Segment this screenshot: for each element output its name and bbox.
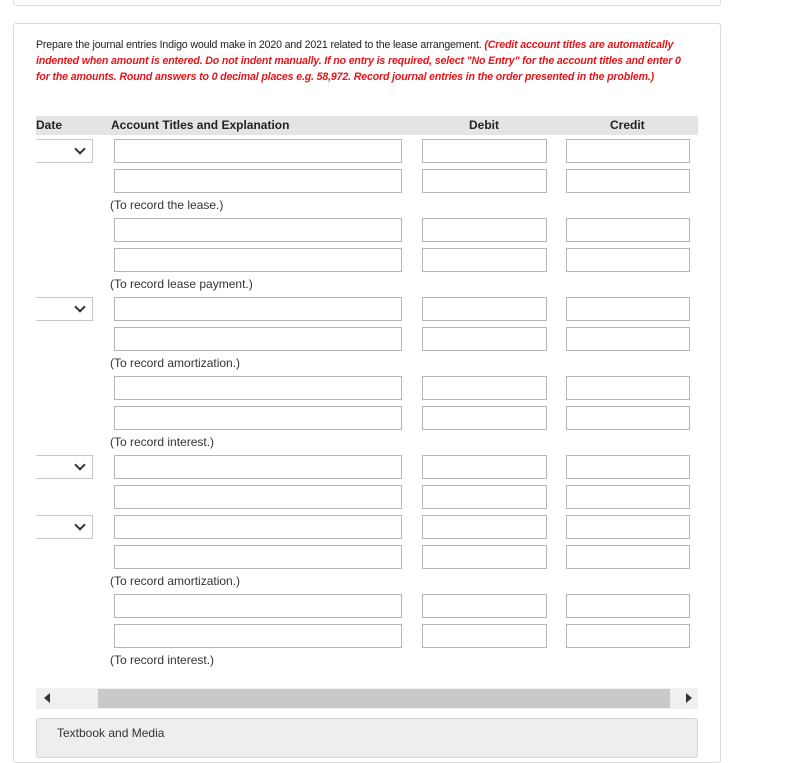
header-debit: Debit (469, 118, 499, 132)
credit-input[interactable] (566, 515, 690, 539)
textbook-media-label: Textbook and Media (57, 726, 165, 740)
credit-input[interactable] (566, 297, 690, 321)
chevron-down-icon (74, 459, 85, 470)
chevron-down-icon (74, 301, 85, 312)
arrow-right-icon[interactable] (686, 693, 692, 703)
credit-input[interactable] (566, 327, 690, 351)
credit-input[interactable] (566, 218, 690, 242)
credit-input[interactable] (566, 376, 690, 400)
arrow-left-icon[interactable] (44, 693, 50, 703)
account-input[interactable] (114, 169, 402, 193)
header-date: Date (36, 118, 63, 132)
account-input[interactable] (114, 139, 402, 163)
scrollbar-thumb[interactable] (98, 689, 670, 708)
debit-input[interactable] (422, 248, 547, 272)
credit-input[interactable] (566, 455, 690, 479)
date-select[interactable] (36, 515, 93, 539)
instructions-red: (Credit account titles are automatically indented when amount is entered. Do not indent manually. If no entry is required, select "No Entry" for the account titles and enter 0 for the amounts. Round answers to 0 decimal places e.g. 58,972. Record journal entries in the order presented in the problem.) (36, 39, 681, 83)
account-input[interactable] (114, 545, 402, 569)
debit-input[interactable] (422, 545, 547, 569)
debit-input[interactable] (422, 406, 547, 430)
instructions-normal: Prepare the journal entries Indigo would make in 2020 and 2021 related to the lease arrangement. (36, 39, 485, 51)
textbook-media-bar[interactable] (36, 718, 698, 758)
account-input[interactable] (114, 485, 402, 509)
account-input[interactable] (114, 515, 402, 539)
instructions-text (36, 37, 696, 85)
entry-note: (To record interest.) (110, 653, 215, 667)
header-account: Account Titles and Explanation (111, 118, 290, 132)
debit-input[interactable] (422, 624, 547, 648)
account-input[interactable] (114, 297, 402, 321)
debit-input[interactable] (422, 169, 547, 193)
credit-input[interactable] (566, 624, 690, 648)
account-input[interactable] (114, 218, 402, 242)
entry-note: (To record amortization.) (110, 574, 241, 588)
previous-card (13, 0, 721, 6)
debit-input[interactable] (422, 327, 547, 351)
entry-note: (To record interest.) (110, 435, 215, 449)
debit-input[interactable] (422, 218, 547, 242)
credit-input[interactable] (566, 594, 690, 618)
chevron-down-icon (74, 143, 85, 154)
debit-input[interactable] (422, 297, 547, 321)
debit-input[interactable] (422, 455, 547, 479)
horizontal-scrollbar[interactable] (36, 688, 698, 709)
account-input[interactable] (114, 594, 402, 618)
table-header (36, 116, 698, 135)
debit-input[interactable] (422, 515, 547, 539)
account-input[interactable] (114, 455, 402, 479)
credit-input[interactable] (566, 545, 690, 569)
credit-input[interactable] (566, 485, 690, 509)
credit-input[interactable] (566, 169, 690, 193)
chevron-down-icon (74, 519, 85, 530)
debit-input[interactable] (422, 139, 547, 163)
account-input[interactable] (114, 248, 402, 272)
debit-input[interactable] (422, 376, 547, 400)
account-input[interactable] (114, 376, 402, 400)
credit-input[interactable] (566, 139, 690, 163)
date-select[interactable] (36, 455, 93, 479)
entry-note: (To record the lease.) (110, 198, 224, 212)
entry-note: (To record amortization.) (110, 356, 241, 370)
debit-input[interactable] (422, 485, 547, 509)
account-input[interactable] (114, 327, 402, 351)
credit-input[interactable] (566, 248, 690, 272)
entry-note: (To record lease payment.) (110, 277, 253, 291)
credit-input[interactable] (566, 406, 690, 430)
date-select[interactable] (36, 139, 93, 163)
date-select[interactable] (36, 297, 93, 321)
account-input[interactable] (114, 406, 402, 430)
account-input[interactable] (114, 624, 402, 648)
header-credit: Credit (610, 118, 645, 132)
question-card (13, 23, 721, 763)
debit-input[interactable] (422, 594, 547, 618)
